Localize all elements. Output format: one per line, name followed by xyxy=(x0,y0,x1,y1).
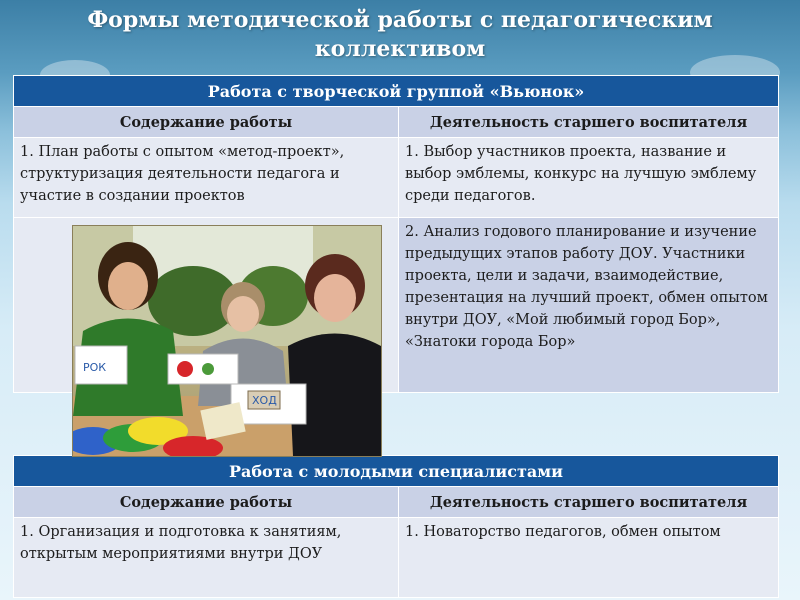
table-cell: 1. План работы с опытом «метод-проект», структуризация деятельности педагога и участие в создании проектов xyxy=(14,138,399,218)
column-header-activity: Деятельность старшего воспитателя xyxy=(399,107,779,138)
table-cell: 1. Новаторство педагогов, обмен опытом xyxy=(399,518,779,598)
young-specialists-table xyxy=(13,455,779,598)
table-header: Работа с творческой группой «Вьюнок» xyxy=(14,76,779,107)
card-label: ХОД xyxy=(252,394,277,407)
page-title: Формы методической работы с педагогическим коллективом xyxy=(87,7,713,62)
column-header-activity: Деятельность старшего воспитателя xyxy=(399,487,779,518)
table-header: Работа с молодыми специалистами xyxy=(14,456,779,487)
column-header-content: Содержание работы xyxy=(14,487,399,518)
column-header-content: Содержание работы xyxy=(14,107,399,138)
teachers-photo xyxy=(72,225,382,457)
photo-illustration xyxy=(73,226,381,456)
table-cell: 1. Выбор участников проекта, название и выбор эмблемы, конкурс на лучшую эмблему среди педагогов. xyxy=(399,138,779,218)
table-cell: 1. Организация и подготовка к занятиям, открытым мероприятиями внутри ДОУ xyxy=(14,518,399,598)
table-cell: 2. Анализ годового планирование и изучение предыдущих этапов работу ДОУ. Участники проекта, цели и задачи, взаимодействие, презентация на лучший проект, обмен опытом внутри ДОУ, «Мой любимый город Бор», «Знатоки города Бор» xyxy=(399,218,779,393)
card-label: РОК xyxy=(83,361,107,374)
